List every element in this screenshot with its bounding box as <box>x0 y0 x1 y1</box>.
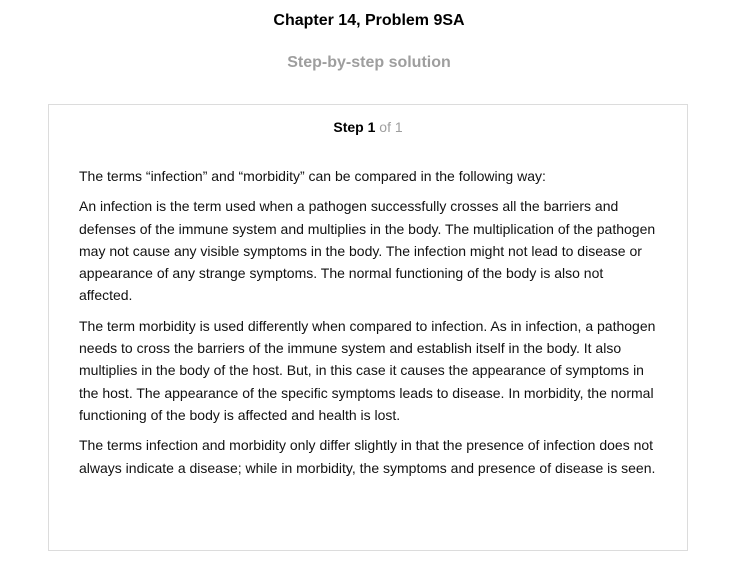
step-number: 1 <box>367 119 376 135</box>
solution-paragraph: The term morbidity is used differently when compared to infection. As in infection, a pathogen needs to cross the barriers of the immune system and establish itself in the body. It also multiplies in the body of the host. But, in this case it causes the appearance of symptoms in the host. The appearance of the specific symptoms leads to disease. In morbidity, the normal functioning of the body is affected and health is lost. <box>79 317 656 423</box>
step-indicator <box>49 119 687 135</box>
step-total: of 1 <box>379 119 403 135</box>
solution-paragraph: The terms “infection” and “morbidity” can be compared in the following way: <box>79 168 546 184</box>
step-label: Step <box>333 119 364 135</box>
solution-content <box>79 165 659 487</box>
solution-paragraph: An infection is the term used when a pathogen successfully crosses all the barriers and defenses of the immune system and multiplies in the body. The multiplication of the pathogen may not cause any visible symptoms in the body. The infection might not lead to disease or appearance of any strange symptoms. The normal functioning of the body is also not affected. <box>79 198 656 304</box>
solution-card <box>48 104 688 551</box>
page-subtitle: Step-by-step solution <box>287 54 451 71</box>
page-title: Chapter 14, Problem 9SA <box>273 12 465 29</box>
solution-paragraph: The terms infection and morbidity only differ slightly in that the presence of infection does not always indicate a disease; while in morbidity, the symptoms and presence of disease is seen. <box>79 437 656 476</box>
